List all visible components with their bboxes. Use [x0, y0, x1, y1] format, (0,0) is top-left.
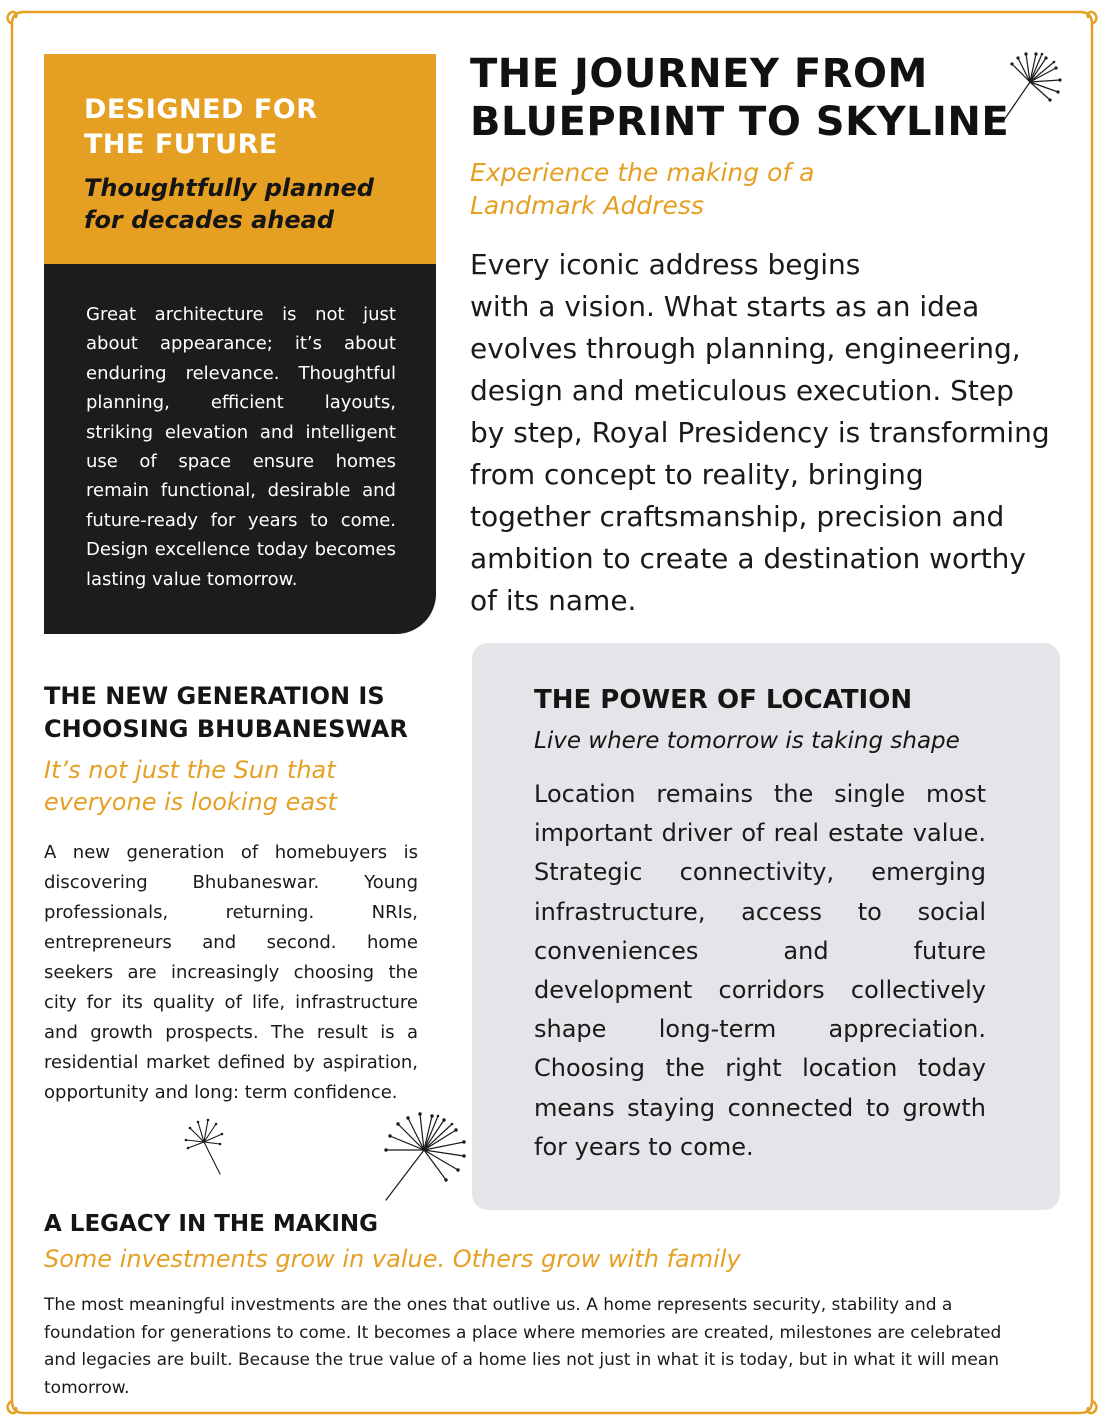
- legacy-subtitle: Some investments grow in value. Others grow with family: [44, 1245, 741, 1273]
- designed-title: DESIGNED FOR THE FUTURE: [84, 94, 318, 160]
- generation-subtitle: It’s not just the Sun that everyone is looking east: [44, 756, 337, 816]
- location-subtitle: Live where tomorrow is taking shape: [534, 728, 960, 754]
- dandelion-seed-icon: [378, 1112, 470, 1204]
- dandelion-seed-icon: [180, 1118, 230, 1178]
- legacy-title: A LEGACY IN THE MAKING: [44, 1211, 379, 1237]
- generation-body-text: A new generation of homebuyers is discovering Bhubaneswar. Young professionals, returning. NRIs, entrepreneurs and second. home seekers are increasingly choosing the city for its quality of life, infrastructure and growth prospects. The result is a residential market defined by aspiration, opportunity and long: term confidence.: [44, 842, 418, 1103]
- location-title: THE POWER OF LOCATION: [534, 685, 913, 715]
- generation-title: THE NEW GENERATION IS CHOOSING BHUBANESWAR: [44, 682, 408, 743]
- designed-body-panel: [44, 264, 436, 634]
- journey-subtitle: Experience the making of a Landmark Address: [470, 158, 815, 220]
- designed-body-text: Great architecture is not just about appearance; it’s about enduring relevance. Thoughtful planning, efficient layouts, striking elevation and intelligent use of space ensure homes remain functional, desirable and future-ready for years to come. Design excellence today becomes lasting value tomorrow.: [86, 304, 396, 590]
- dandelion-seed-icon: [996, 48, 1066, 124]
- journey-body-text: Every iconic address begins with a vision. What starts as an idea evolves through planning, engineering, design and meticulous execution. Step by step, Royal Presidency is transforming from concept to reality, bringing together craftsmanship, precision and ambition to create a destination worthy of its name.: [470, 248, 1050, 617]
- location-body-text: Location remains the single most important driver of real estate value. Strategic connectivity, emerging infrastructure, access to social conveniences and future development corridors collectively shape long-term appreciation. Choosing the right location today means staying connected to growth for years to come.: [534, 780, 986, 1161]
- journey-title: THE JOURNEY FROM BLUEPRINT TO SKYLINE: [470, 51, 1010, 145]
- legacy-body-text: The most meaningful investments are the ones that outlive us. A home represents security, stability and a foundation for generations to come. It becomes a place where memories are created, milestones are celebrated and legacies are built. Because the true value of a home lies not just in what it is today, but in what it will mean tomorrow.: [44, 1295, 1002, 1398]
- designed-header-panel: [44, 54, 436, 264]
- designed-subtitle: Thoughtfully planned for decades ahead: [84, 174, 374, 234]
- location-panel: [472, 643, 1060, 1210]
